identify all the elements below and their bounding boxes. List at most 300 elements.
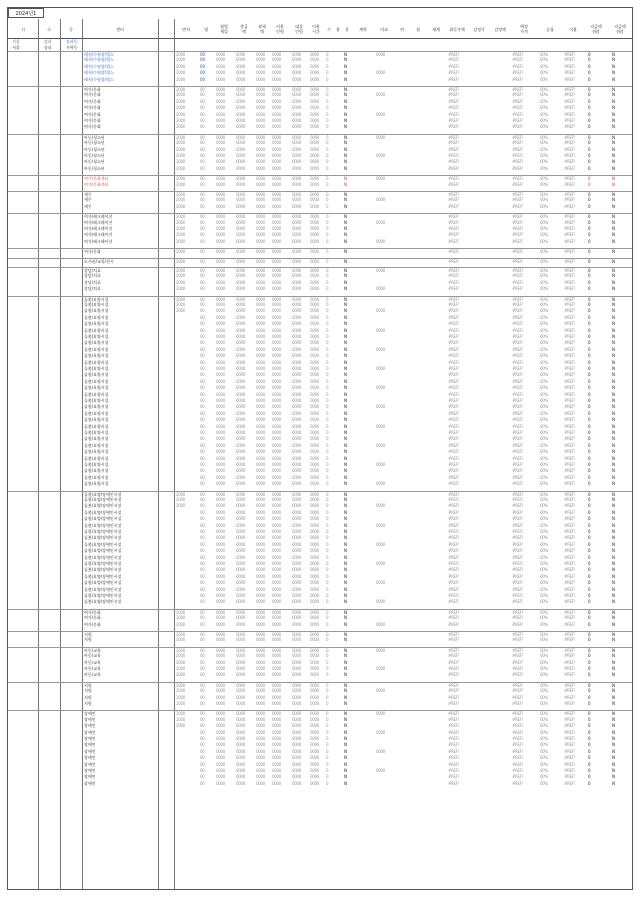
table-cell: N bbox=[344, 404, 347, 410]
table-cell: #REF! bbox=[564, 666, 576, 671]
table-cell: 0000 bbox=[310, 92, 319, 98]
table-cell: 0000 bbox=[256, 134, 265, 140]
table-cell: 0000 bbox=[272, 711, 281, 717]
table-cell: 0 bbox=[326, 688, 329, 694]
table-cell: 0000 bbox=[310, 327, 319, 333]
table-cell: 2000 bbox=[176, 258, 185, 264]
table-cell: 여가/문화 bbox=[84, 98, 101, 104]
table-cell: 0 bbox=[588, 522, 591, 528]
table-cell: 00% bbox=[540, 647, 548, 653]
table-cell: #REF! bbox=[448, 430, 460, 435]
table-cell: N bbox=[612, 219, 615, 225]
table-cell: 00 bbox=[200, 723, 205, 729]
table-cell: 0000 bbox=[236, 105, 245, 111]
table-cell: #REF! bbox=[564, 340, 576, 346]
table-cell: 0000 bbox=[310, 637, 319, 643]
table-cell: 0000 bbox=[256, 159, 265, 165]
table-cell: #REF! bbox=[512, 554, 524, 560]
table-cell: 00% bbox=[540, 442, 548, 448]
table-cell: 0000 bbox=[236, 716, 245, 722]
table-cell: 0000 bbox=[310, 768, 319, 773]
table-cell: N bbox=[612, 134, 615, 140]
table-cell: 00 bbox=[200, 70, 206, 76]
table-cell: 장애인 bbox=[84, 729, 96, 735]
table-cell: 0 bbox=[326, 314, 329, 320]
table-cell: #REF! bbox=[512, 535, 524, 541]
table-cell: #REF! bbox=[512, 258, 524, 264]
table-cell: 0000 bbox=[310, 140, 319, 146]
table-cell: 0000 bbox=[256, 165, 265, 171]
table-cell: 0 bbox=[326, 711, 329, 717]
table-cell: 0 bbox=[326, 474, 329, 480]
table-cell: 0000 bbox=[292, 529, 301, 534]
table-cell: 0000 bbox=[216, 593, 225, 598]
table-cell: #REF! bbox=[448, 609, 460, 615]
table-cell: N bbox=[612, 761, 615, 767]
table-cell: 돌봄/요양시설 bbox=[84, 410, 109, 416]
table-cell: 0000 bbox=[310, 742, 319, 748]
table-cell: N bbox=[344, 659, 347, 665]
table-cell: 0000 bbox=[272, 632, 281, 637]
table-cell: 0 bbox=[326, 462, 329, 467]
table-cell: 0000 bbox=[216, 609, 225, 615]
table-cell: 0000 bbox=[216, 378, 225, 384]
table-cell: 0000 bbox=[272, 118, 281, 123]
table-cell: 0 bbox=[326, 286, 329, 292]
table-cell: 0 bbox=[326, 694, 329, 700]
table-cell: 0 bbox=[326, 761, 329, 767]
table-cell: N bbox=[612, 430, 615, 435]
table-cell: 0000 bbox=[272, 567, 281, 573]
table-cell: N bbox=[612, 682, 615, 688]
table-cell: #REF! bbox=[448, 554, 460, 560]
table-cell: 0000 bbox=[256, 586, 265, 592]
table-cell: #REF! bbox=[564, 273, 576, 279]
table-cell: #REF! bbox=[512, 774, 524, 780]
table-cell: 0000 bbox=[236, 302, 245, 307]
table-cell: N bbox=[344, 153, 347, 158]
table-cell: 아동/청소년 bbox=[84, 165, 105, 171]
table-cell: 0000 bbox=[310, 52, 319, 57]
table-cell: 0000 bbox=[256, 92, 265, 98]
table-cell: 0000 bbox=[310, 153, 319, 158]
table-cell: 0000 bbox=[236, 165, 245, 171]
table-cell: 0000 bbox=[272, 226, 281, 231]
table-cell: 0000 bbox=[272, 529, 281, 534]
table-cell: 0000 bbox=[292, 203, 301, 209]
table-cell: 0000 bbox=[292, 111, 301, 117]
table-cell: N bbox=[344, 111, 347, 117]
table-cell: N bbox=[344, 197, 347, 203]
table-cell: 0 bbox=[326, 327, 329, 333]
header-cell: 지급액 (원) bbox=[590, 24, 602, 34]
table-cell: 00% bbox=[540, 481, 548, 487]
table-cell: 0 bbox=[588, 586, 591, 592]
table-cell: 0000 bbox=[272, 308, 281, 314]
table-cell: #REF! bbox=[564, 761, 576, 767]
table-cell: 0 bbox=[326, 417, 329, 423]
table-cell: 0000 bbox=[256, 226, 265, 231]
table-cell: N bbox=[612, 491, 615, 497]
table-cell: 0000 bbox=[310, 203, 319, 209]
table-cell: 0000 bbox=[272, 124, 281, 130]
table-cell: #REF! bbox=[512, 366, 524, 371]
table-cell: 0000 bbox=[236, 580, 245, 586]
table-cell: #REF! bbox=[448, 308, 460, 314]
table-cell: N bbox=[612, 314, 615, 320]
table-cell: 0000 bbox=[310, 529, 319, 534]
table-cell: 2000 bbox=[176, 653, 185, 659]
district-label-2: 송파 bbox=[44, 45, 52, 50]
table-cell: N bbox=[344, 711, 347, 717]
table-cell: 0 bbox=[588, 653, 591, 659]
table-cell: 0000 bbox=[236, 346, 245, 352]
table-cell: 00% bbox=[540, 497, 548, 502]
table-cell: #REF! bbox=[564, 529, 576, 534]
table-cell: 0 bbox=[326, 159, 329, 165]
table-cell: 00 bbox=[200, 716, 205, 722]
table-cell: N bbox=[612, 268, 615, 273]
table-cell: #REF! bbox=[448, 503, 460, 509]
table-cell: 0000 bbox=[310, 541, 319, 547]
table-cell: N bbox=[612, 548, 615, 554]
table-cell: N bbox=[612, 159, 615, 165]
table-cell: 0 bbox=[588, 449, 591, 455]
table-cell: N bbox=[612, 593, 615, 598]
table-cell: 0000 bbox=[272, 302, 281, 307]
table-cell: 0000 bbox=[376, 70, 385, 76]
table-cell: 0000 bbox=[310, 548, 319, 554]
table-cell: 0000 bbox=[292, 70, 301, 76]
table-cell: 상담/치료 bbox=[84, 268, 101, 273]
table-cell: 0000 bbox=[376, 481, 385, 487]
table-cell: 0 bbox=[326, 134, 329, 140]
table-cell: 00% bbox=[540, 165, 548, 171]
table-cell: 0000 bbox=[216, 653, 225, 659]
table-cell: #REF! bbox=[448, 327, 460, 333]
table-cell: #REF! bbox=[564, 573, 576, 579]
table-cell: 0000 bbox=[376, 385, 385, 391]
table-cell: 00 bbox=[200, 232, 205, 238]
table-cell: 0 bbox=[326, 653, 329, 659]
table-cell: 00% bbox=[540, 334, 548, 339]
table-cell: 00% bbox=[540, 430, 548, 435]
table-cell: #REF! bbox=[512, 682, 524, 688]
table-cell: 0 bbox=[588, 87, 591, 92]
table-cell: 0000 bbox=[256, 780, 265, 786]
table-cell: 0 bbox=[588, 219, 591, 225]
table-cell: 00 bbox=[200, 105, 205, 111]
table-cell: N bbox=[344, 474, 347, 480]
table-cell: N bbox=[344, 372, 347, 378]
table-cell: 00 bbox=[200, 761, 205, 767]
table-cell: N bbox=[612, 105, 615, 111]
table-cell: 0000 bbox=[272, 105, 281, 111]
table-cell: 0000 bbox=[292, 296, 301, 302]
table-cell: 0000 bbox=[292, 474, 301, 480]
table-cell: 00% bbox=[540, 593, 548, 598]
table-cell: N bbox=[612, 214, 615, 220]
table-cell: 돌봄/요양시설 bbox=[84, 436, 109, 442]
table-cell: 0000 bbox=[216, 462, 225, 467]
table-cell: 돌봄/요양시설 bbox=[84, 353, 109, 359]
table-cell: #REF! bbox=[448, 694, 460, 700]
table-cell: N bbox=[344, 410, 347, 416]
table-cell: 0000 bbox=[216, 436, 225, 442]
table-cell: #REF! bbox=[512, 140, 524, 146]
table-row bbox=[8, 286, 632, 292]
table-cell: 00 bbox=[200, 391, 205, 397]
table-cell: N bbox=[344, 442, 347, 448]
table-cell: 0000 bbox=[256, 273, 265, 279]
table-cell: N bbox=[612, 561, 615, 566]
table-cell: 0000 bbox=[216, 372, 225, 378]
table-cell: 0 bbox=[588, 593, 591, 598]
table-cell: #REF! bbox=[448, 238, 460, 244]
table-row bbox=[8, 258, 632, 265]
table-row bbox=[8, 360, 632, 366]
table-cell: 0000 bbox=[256, 249, 265, 255]
table-cell: 0 bbox=[588, 181, 591, 187]
table-cell: 00% bbox=[540, 340, 548, 346]
table-cell: N bbox=[612, 203, 615, 209]
table-cell: 00 bbox=[200, 327, 205, 333]
table-cell: 0000 bbox=[236, 226, 245, 231]
table-cell: 00% bbox=[540, 346, 548, 352]
table-cell: 0 bbox=[326, 372, 329, 378]
table-cell: 0000 bbox=[310, 321, 319, 327]
table-cell: 2000 bbox=[176, 140, 185, 146]
table-cell: N bbox=[612, 279, 615, 285]
table-cell: 2000 bbox=[176, 124, 185, 130]
table-row bbox=[8, 197, 632, 203]
header-cell: 감정액 bbox=[494, 26, 506, 32]
table-cell: 0000 bbox=[272, 768, 281, 773]
table-cell: #REF! bbox=[564, 593, 576, 598]
table-cell: 00 bbox=[200, 567, 205, 573]
table-cell: 0000 bbox=[272, 165, 281, 171]
table-row bbox=[8, 280, 632, 286]
table-cell: N bbox=[612, 449, 615, 455]
table-cell: N bbox=[612, 748, 615, 754]
table-cell: 00 bbox=[200, 442, 205, 448]
table-cell: 지원 bbox=[84, 694, 92, 700]
table-cell: N bbox=[612, 723, 615, 729]
table-cell: N bbox=[612, 666, 615, 671]
table-cell: 돌봄/요양시설 bbox=[84, 346, 109, 352]
table-cell: 00% bbox=[540, 780, 548, 786]
table-cell: #REF! bbox=[512, 92, 524, 98]
table-cell: #REF! bbox=[564, 314, 576, 320]
table-cell: #REF! bbox=[448, 214, 460, 220]
table-cell: 0 bbox=[588, 561, 591, 566]
table-cell: N bbox=[612, 442, 615, 448]
table-cell: 0000 bbox=[216, 353, 225, 359]
table-cell: 00% bbox=[540, 391, 548, 397]
table-cell: N bbox=[344, 647, 347, 653]
table-cell: 0 bbox=[326, 279, 329, 285]
table-cell: 0000 bbox=[272, 535, 281, 541]
table-cell: N bbox=[612, 249, 615, 255]
table-cell: 0000 bbox=[376, 346, 385, 352]
table-cell: #REF! bbox=[564, 404, 576, 410]
table-cell: 0 bbox=[588, 716, 591, 722]
table-cell: N bbox=[344, 134, 347, 140]
table-cell: 0 bbox=[326, 647, 329, 653]
table-cell: 0000 bbox=[376, 52, 385, 57]
table-cell: 여가/문화 bbox=[84, 92, 101, 98]
table-cell: 0000 bbox=[310, 748, 319, 754]
table-row bbox=[8, 182, 632, 188]
table-cell: 0000 bbox=[216, 111, 225, 117]
table-cell: 00 bbox=[200, 296, 205, 302]
table-cell: 0000 bbox=[236, 111, 245, 117]
table-cell: N bbox=[344, 146, 347, 152]
table-cell: 돌봄/요양/장애인시설 bbox=[84, 509, 122, 515]
table-cell: 0000 bbox=[236, 666, 245, 671]
table-cell: #REF! bbox=[512, 391, 524, 397]
table-cell: #REF! bbox=[448, 134, 460, 140]
table-cell: 0000 bbox=[292, 580, 301, 586]
table-row bbox=[8, 475, 632, 481]
table-cell: 0000 bbox=[256, 391, 265, 397]
table-cell: 0000 bbox=[236, 232, 245, 238]
table-cell: 돌봄/요양시설 bbox=[84, 430, 109, 435]
table-cell: 0000 bbox=[292, 522, 301, 528]
table-cell: 00% bbox=[540, 621, 548, 627]
table-cell: 0000 bbox=[272, 268, 281, 273]
table-cell: 00% bbox=[540, 111, 548, 117]
sheet-title: 2024년1 bbox=[8, 8, 44, 18]
table-cell: 0000 bbox=[272, 554, 281, 560]
table-cell: #REF! bbox=[448, 541, 460, 547]
table-cell: 00% bbox=[540, 449, 548, 455]
table-cell: 0 bbox=[588, 442, 591, 448]
table-cell: #REF! bbox=[512, 124, 524, 130]
table-cell: 0000 bbox=[216, 468, 225, 474]
table-cell: 2000 bbox=[176, 197, 185, 203]
table-cell: #REF! bbox=[512, 340, 524, 346]
table-cell: 0 bbox=[588, 672, 591, 678]
table-cell: 0000 bbox=[216, 561, 225, 566]
table-cell: #REF! bbox=[564, 615, 576, 621]
table-row bbox=[8, 510, 632, 516]
table-cell: #REF! bbox=[512, 197, 524, 203]
table-cell: #REF! bbox=[564, 385, 576, 391]
table-cell: 0 bbox=[326, 249, 329, 255]
table-cell: #REF! bbox=[564, 353, 576, 359]
table-cell: 0000 bbox=[310, 232, 319, 238]
table-cell: N bbox=[612, 729, 615, 735]
table-cell: 00% bbox=[540, 474, 548, 480]
table-cell: 0000 bbox=[256, 723, 265, 729]
table-cell: 0000 bbox=[272, 561, 281, 566]
table-cell: #REF! bbox=[512, 481, 524, 487]
table-cell: 0000 bbox=[236, 647, 245, 653]
table-cell: 0000 bbox=[376, 327, 385, 333]
table-cell: #REF! bbox=[448, 449, 460, 455]
table-cell: 0000 bbox=[256, 353, 265, 359]
table-cell: 0000 bbox=[236, 694, 245, 700]
table-cell: 0000 bbox=[292, 609, 301, 615]
table-cell: 0000 bbox=[272, 653, 281, 659]
table-row bbox=[8, 315, 632, 321]
table-cell: 0000 bbox=[292, 653, 301, 659]
table-cell: 0000 bbox=[292, 586, 301, 592]
table-cell: 2000 bbox=[176, 226, 185, 231]
table-cell: 0 bbox=[588, 327, 591, 333]
table-cell: 0000 bbox=[292, 321, 301, 327]
table-cell: 00 bbox=[200, 214, 205, 220]
table-cell: 장애인 bbox=[84, 768, 96, 773]
table-row bbox=[8, 239, 632, 245]
table-cell: 0000 bbox=[256, 516, 265, 522]
table-cell: #REF! bbox=[512, 165, 524, 171]
table-cell: 0000 bbox=[310, 134, 319, 140]
table-cell: #REF! bbox=[448, 226, 460, 231]
table-cell: 0000 bbox=[292, 694, 301, 700]
table-row bbox=[8, 637, 632, 643]
table-cell: N bbox=[344, 124, 347, 130]
table-cell: 00 bbox=[200, 378, 205, 384]
table-cell: 00% bbox=[540, 76, 548, 82]
table-cell: 0 bbox=[326, 548, 329, 554]
table-cell: #REF! bbox=[564, 176, 576, 182]
table-cell: #REF! bbox=[564, 203, 576, 209]
table-cell: N bbox=[612, 176, 615, 182]
table-cell: 00% bbox=[540, 541, 548, 547]
table-cell: 0000 bbox=[292, 748, 301, 754]
table-cell: 00% bbox=[540, 70, 548, 76]
table-cell: #REF! bbox=[512, 279, 524, 285]
table-cell: N bbox=[344, 273, 347, 279]
table-cell: 00% bbox=[540, 736, 548, 741]
table-cell: 00 bbox=[200, 410, 205, 416]
table-cell: N bbox=[612, 192, 615, 197]
table-cell: 여가/문화 bbox=[84, 249, 101, 255]
table-cell: 00 bbox=[200, 98, 205, 104]
table-cell: #REF! bbox=[512, 653, 524, 659]
table-cell: 0 bbox=[326, 197, 329, 203]
table-cell: 0000 bbox=[236, 672, 245, 678]
table-cell: N bbox=[612, 768, 615, 773]
table-cell: N bbox=[344, 98, 347, 104]
table-cell: 0 bbox=[588, 140, 591, 146]
table-cell: 00 bbox=[200, 659, 205, 665]
header-cell: 재계 bbox=[432, 26, 440, 32]
table-cell: 0000 bbox=[256, 481, 265, 487]
table-cell: 0000 bbox=[272, 742, 281, 748]
table-cell: 0000 bbox=[272, 423, 281, 429]
table-cell: N bbox=[344, 430, 347, 435]
table-row bbox=[8, 398, 632, 404]
table-cell: 0000 bbox=[256, 548, 265, 554]
table-cell: 0 bbox=[326, 52, 329, 57]
table-cell: #REF! bbox=[448, 516, 460, 522]
table-cell: 0000 bbox=[292, 52, 301, 57]
table-cell: 0000 bbox=[292, 736, 301, 741]
table-cell: #REF! bbox=[448, 378, 460, 384]
table-cell: 0000 bbox=[310, 474, 319, 480]
table-cell: N bbox=[344, 314, 347, 320]
table-cell: #REF! bbox=[448, 455, 460, 461]
table-cell: #REF! bbox=[564, 165, 576, 171]
table-cell: 00% bbox=[540, 203, 548, 209]
table-cell: 2000 bbox=[176, 146, 185, 152]
table-cell: 0000 bbox=[236, 729, 245, 735]
table-cell: 0000 bbox=[310, 522, 319, 528]
table-cell: N bbox=[612, 417, 615, 423]
